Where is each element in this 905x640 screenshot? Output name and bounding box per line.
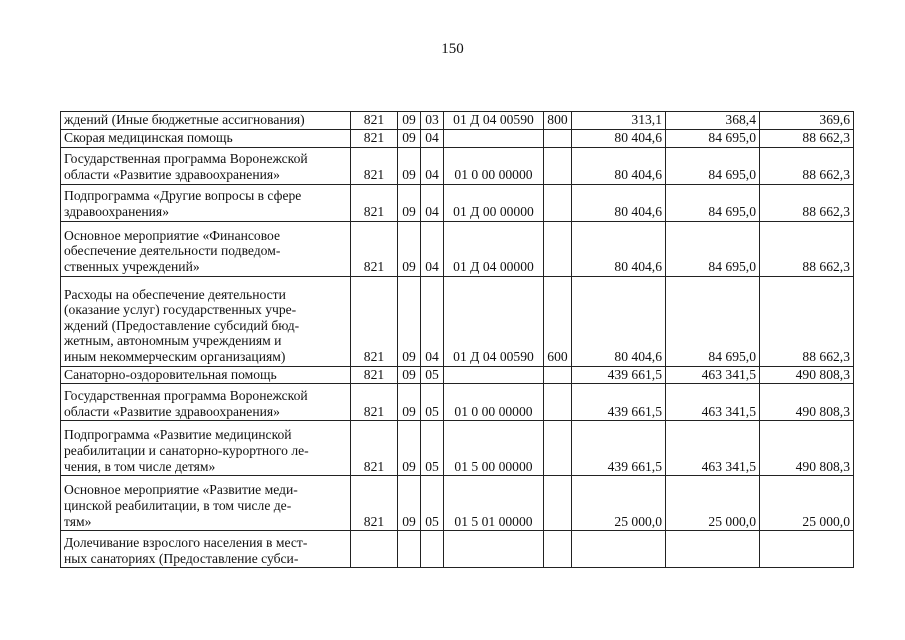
target-item-code-cell xyxy=(444,531,544,568)
amount-year3-cell: 88 662,3 xyxy=(760,184,854,221)
table-row xyxy=(61,129,854,147)
amount-year3-cell: 369,6 xyxy=(760,112,854,130)
subsection-code-cell: 05 xyxy=(421,421,444,476)
ministry-code-cell: 821 xyxy=(351,476,398,531)
table-row xyxy=(61,276,854,366)
item-name-cell xyxy=(61,476,351,531)
target-item-code-cell xyxy=(444,129,544,147)
page-number: 150 xyxy=(441,41,464,57)
target-item-code-cell: 01 0 00 00000 xyxy=(444,384,544,421)
item-name-line: ждений (Предоставление субсидий бюд- xyxy=(64,317,300,333)
ministry-code-cell: 821 xyxy=(351,221,398,276)
amount-year3-cell: 88 662,3 xyxy=(760,221,854,276)
ministry-code-cell: 821 xyxy=(351,112,398,130)
ministry-code-cell: 821 xyxy=(351,276,398,366)
subsection-code-cell: 05 xyxy=(421,384,444,421)
target-item-code-cell: 01 Д 04 00590 xyxy=(444,276,544,366)
item-name-line: Скорая медицинская помощь xyxy=(64,130,233,145)
expense-type-code-cell: 600 xyxy=(544,276,572,366)
amount-year1-cell: 439 661,5 xyxy=(572,366,666,384)
amount-year1-cell: 80 404,6 xyxy=(572,129,666,147)
item-name-line: Основное мероприятие «Развитие меди- xyxy=(64,482,298,498)
amount-year2-cell: 463 341,5 xyxy=(666,421,760,476)
target-item-code-cell: 01 Д 04 00000 xyxy=(444,221,544,276)
item-name-line: жетным, автономным учреждениям и xyxy=(64,333,282,349)
section-code-cell: 09 xyxy=(398,184,421,221)
amount-year2-cell: 463 341,5 xyxy=(666,366,760,384)
section-code-cell: 09 xyxy=(398,421,421,476)
section-code-cell: 09 xyxy=(398,129,421,147)
ministry-code-cell xyxy=(351,531,398,568)
amount-year1-cell: 313,1 xyxy=(572,112,666,130)
amount-year3-cell: 490 808,3 xyxy=(760,421,854,476)
item-name-cell xyxy=(61,421,351,476)
table-row xyxy=(61,221,854,276)
item-name-line: Подпрограмма «Развитие медицинской xyxy=(64,427,292,443)
subsection-code-cell: 04 xyxy=(421,221,444,276)
item-name-line: Государственная программа Воронежской xyxy=(64,388,308,403)
target-item-code-cell xyxy=(444,366,544,384)
table-row xyxy=(61,421,854,476)
amount-year1-cell: 80 404,6 xyxy=(572,184,666,221)
table-row xyxy=(61,366,854,384)
item-name-cell xyxy=(61,112,351,130)
item-name-line: Санаторно-оздоровительная помощь xyxy=(64,366,277,382)
expense-type-code-cell xyxy=(544,384,572,421)
subsection-code-cell xyxy=(421,531,444,568)
table-row xyxy=(61,531,854,568)
item-name-line: ственных учреждений» xyxy=(64,259,200,274)
amount-year1-cell: 439 661,5 xyxy=(572,421,666,476)
subsection-code-cell: 05 xyxy=(421,476,444,531)
ministry-code-cell: 821 xyxy=(351,384,398,421)
amount-year3-cell: 88 662,3 xyxy=(760,147,854,184)
subsection-code-cell: 04 xyxy=(421,184,444,221)
subsection-code-cell: 03 xyxy=(421,112,444,130)
item-name-line: цинской реабилитации, в том числе де- xyxy=(64,498,292,513)
expense-type-code-cell xyxy=(544,129,572,147)
target-item-code-cell: 01 0 00 00000 xyxy=(444,147,544,184)
item-name-cell xyxy=(61,129,351,147)
amount-year3-cell: 490 808,3 xyxy=(760,384,854,421)
target-item-code-cell: 01 Д 04 00590 xyxy=(444,112,544,130)
item-name-line: обеспечение деятельности подведом- xyxy=(64,243,281,259)
item-name-line: Подпрограмма «Другие вопросы в сфере xyxy=(64,188,302,204)
expense-type-code-cell xyxy=(544,184,572,221)
amount-year1-cell: 80 404,6 xyxy=(572,221,666,276)
section-code-cell: 09 xyxy=(398,221,421,276)
table-row xyxy=(61,112,854,130)
item-name-line: иным некоммерческим организациям) xyxy=(64,349,286,364)
table-row xyxy=(61,384,854,421)
amount-year3-cell: 88 662,3 xyxy=(760,129,854,147)
subsection-code-cell: 04 xyxy=(421,147,444,184)
amount-year3-cell: 88 662,3 xyxy=(760,276,854,366)
expense-type-code-cell: 800 xyxy=(544,112,572,130)
amount-year2-cell: 84 695,0 xyxy=(666,147,760,184)
expense-type-code-cell xyxy=(544,366,572,384)
ministry-code-cell: 821 xyxy=(351,147,398,184)
section-code-cell: 09 xyxy=(398,147,421,184)
expense-type-code-cell xyxy=(544,531,572,568)
ministry-code-cell: 821 xyxy=(351,184,398,221)
table-row xyxy=(61,147,854,184)
amount-year2-cell: 463 341,5 xyxy=(666,384,760,421)
section-code-cell: 09 xyxy=(398,366,421,384)
section-code-cell: 09 xyxy=(398,384,421,421)
item-name-cell xyxy=(61,184,351,221)
item-name-cell xyxy=(61,276,351,366)
amount-year3-cell: 490 808,3 xyxy=(760,366,854,384)
item-name-cell xyxy=(61,147,351,184)
expense-type-code-cell xyxy=(544,221,572,276)
amount-year3-cell: 25 000,0 xyxy=(760,476,854,531)
ministry-code-cell: 821 xyxy=(351,366,398,384)
item-name-cell xyxy=(61,384,351,421)
target-item-code-cell: 01 5 00 00000 xyxy=(444,421,544,476)
amount-year2-cell: 25 000,0 xyxy=(666,476,760,531)
amount-year2-cell: 84 695,0 xyxy=(666,276,760,366)
table-row xyxy=(61,184,854,221)
item-name-line: здравоохранения» xyxy=(64,204,169,219)
item-name-line: Основное мероприятие «Финансовое xyxy=(64,227,281,243)
amount-year1-cell: 439 661,5 xyxy=(572,384,666,421)
amount-year1-cell: 80 404,6 xyxy=(572,276,666,366)
section-code-cell: 09 xyxy=(398,112,421,130)
item-name-line: тям» xyxy=(64,513,92,529)
item-name-line: ждений (Иные бюджетные ассигнования) xyxy=(64,112,305,127)
table-row xyxy=(61,476,854,531)
expense-type-code-cell xyxy=(544,476,572,531)
item-name-line: области «Развитие здравоохранения» xyxy=(64,167,280,182)
amount-year2-cell xyxy=(666,531,760,568)
item-name-line: реабилитации и санаторно-курортного ле- xyxy=(64,443,309,458)
expense-type-code-cell xyxy=(544,421,572,476)
amount-year3-cell xyxy=(760,531,854,568)
amount-year2-cell: 84 695,0 xyxy=(666,184,760,221)
item-name-line: области «Развитие здравоохранения» xyxy=(64,403,280,419)
item-name-line: Долечивание взрослого населения в мест- xyxy=(64,535,308,550)
item-name-cell xyxy=(61,221,351,276)
budget-table xyxy=(60,111,854,568)
item-name-line: чения, в том числе детям» xyxy=(64,458,216,474)
item-name-line: ных санаториях (Предоставление субси- xyxy=(64,550,299,566)
budget-table-body xyxy=(61,112,854,568)
amount-year1-cell xyxy=(572,531,666,568)
ministry-code-cell: 821 xyxy=(351,421,398,476)
subsection-code-cell: 05 xyxy=(421,366,444,384)
amount-year1-cell: 25 000,0 xyxy=(572,476,666,531)
subsection-code-cell: 04 xyxy=(421,276,444,366)
ministry-code-cell: 821 xyxy=(351,129,398,147)
item-name-line: Расходы на обеспечение деятельности xyxy=(64,286,286,302)
section-code-cell: 09 xyxy=(398,276,421,366)
subsection-code-cell: 04 xyxy=(421,129,444,147)
item-name-cell xyxy=(61,366,351,384)
section-code-cell xyxy=(398,531,421,568)
amount-year2-cell: 368,4 xyxy=(666,112,760,130)
expense-type-code-cell xyxy=(544,147,572,184)
item-name-cell xyxy=(61,531,351,568)
amount-year1-cell: 80 404,6 xyxy=(572,147,666,184)
amount-year2-cell: 84 695,0 xyxy=(666,129,760,147)
item-name-line: (оказание услуг) государственных учре- xyxy=(64,302,297,318)
section-code-cell: 09 xyxy=(398,476,421,531)
amount-year2-cell: 84 695,0 xyxy=(666,221,760,276)
target-item-code-cell: 01 5 01 00000 xyxy=(444,476,544,531)
target-item-code-cell: 01 Д 00 00000 xyxy=(444,184,544,221)
item-name-line: Государственная программа Воронежской xyxy=(64,151,308,167)
